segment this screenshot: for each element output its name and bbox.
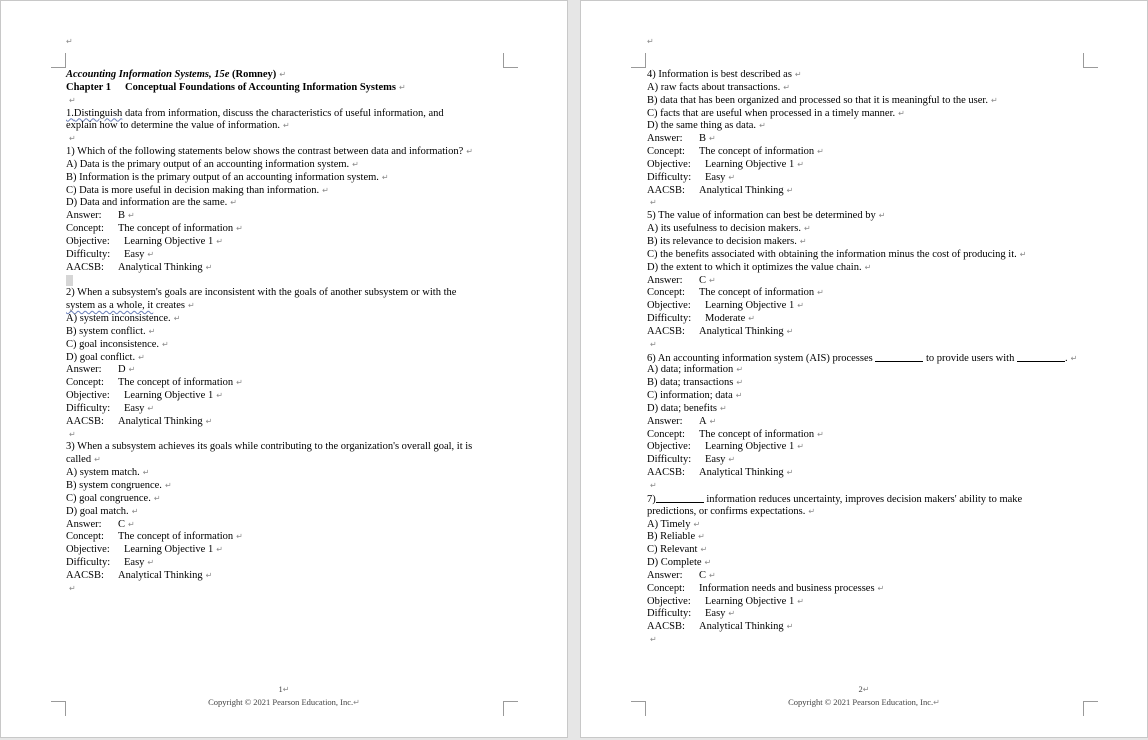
paragraph-mark: ↵ — [817, 147, 824, 157]
concept-label: Concept: — [647, 428, 685, 440]
option-b: B) data; transactions — [647, 377, 734, 389]
learning-objective-text: data from information, discuss the characteristics of useful information, and — [122, 107, 444, 119]
objective-label: Objective: — [647, 595, 691, 607]
paragraph-mark: ↵ — [69, 429, 76, 439]
empty-paragraph-selected[interactable] — [66, 275, 511, 288]
answer-value: B — [699, 133, 707, 145]
answer-label: Answer: — [647, 415, 683, 427]
paragraph-mark: ↵ — [205, 570, 213, 580]
empty-paragraph — [66, 429, 511, 442]
page-1-body[interactable] — [66, 69, 511, 596]
question-stem: 3) When a subsystem achieves its goals while contributing to the organization's overall goal, it is — [66, 441, 473, 453]
paragraph-mark: ↵ — [1070, 353, 1078, 363]
learning-objective-line-2[interactable] — [66, 120, 511, 133]
paragraph-mark: ↵ — [736, 365, 744, 375]
paragraph-mark: ↵ — [236, 224, 243, 234]
paragraph-mark: ↵ — [187, 301, 195, 311]
concept-value: The concept of information — [699, 287, 815, 299]
paragraph-mark: ↵ — [142, 468, 150, 478]
aacsb-value: Analytical Thinking — [699, 325, 784, 337]
question-1[interactable] — [66, 146, 511, 274]
paragraph-mark: ↵ — [147, 249, 155, 259]
paragraph-mark: ↵ — [728, 609, 736, 619]
paragraph-mark: ↵ — [153, 493, 161, 503]
option-b: B) system conflict. — [66, 325, 146, 337]
difficulty-value: Easy — [124, 402, 145, 414]
concept-value: The concept of information — [699, 428, 815, 440]
paragraph-mark: ↵ — [66, 37, 73, 46]
empty-paragraph — [66, 133, 511, 146]
paragraph-mark: ↵ — [128, 519, 135, 529]
paragraph-mark: ↵ — [147, 403, 155, 413]
difficulty-label: Difficulty: — [647, 313, 692, 325]
objective-label: Objective: — [66, 235, 110, 247]
paragraph-mark: ↵ — [69, 134, 76, 144]
paragraph-mark: ↵ — [205, 262, 213, 272]
answer-label: Answer: — [647, 133, 683, 145]
concept-value: The concept of information — [118, 531, 234, 543]
paragraph-mark: ↵ — [128, 211, 135, 221]
page-number: 1↵ — [278, 684, 290, 694]
fill-in-blank — [656, 493, 704, 503]
option-d: D) Complete — [647, 557, 702, 569]
objective-value: Learning Objective 1 — [124, 544, 214, 556]
option-c: C) goal inconsistence. — [66, 338, 160, 350]
question-stem: 4) Information is best described as — [647, 69, 792, 80]
difficulty-value: Easy — [705, 608, 726, 620]
paragraph-mark: ↵ — [817, 429, 824, 439]
concept-label: Concept: — [66, 377, 104, 389]
aacsb-label: AACSB: — [647, 467, 685, 479]
paragraph-mark: ↵ — [808, 506, 816, 516]
paragraph-mark: ↵ — [466, 147, 473, 157]
answer-label: Answer: — [66, 518, 102, 530]
paragraph-mark: ↵ — [786, 468, 794, 478]
answer-value: C — [118, 518, 126, 530]
paragraph-mark: ↵ — [236, 378, 243, 388]
learning-objective-text-cont: explain how to determine the value of information. — [66, 120, 281, 132]
difficulty-label: Difficulty: — [66, 557, 111, 569]
answer-value: D — [118, 364, 126, 376]
aacsb-value: Analytical Thinking — [118, 415, 203, 427]
learning-objective-number: 1. — [66, 107, 74, 119]
difficulty-value: Easy — [124, 248, 145, 260]
paragraph-mark: ↵ — [69, 95, 76, 105]
paragraph-mark: ↵ — [138, 352, 145, 362]
question-6[interactable] — [647, 352, 1102, 480]
paragraph-mark: ↵ — [786, 622, 794, 632]
aacsb-value: Analytical Thinking — [699, 184, 784, 196]
paragraph-mark: ↵ — [799, 236, 807, 246]
paragraph-mark: ↵ — [933, 698, 940, 707]
objective-label: Objective: — [66, 390, 110, 402]
difficulty-value: Easy — [705, 171, 726, 183]
question-4[interactable] — [647, 69, 1102, 197]
option-a: A) raw facts about transactions. — [647, 81, 781, 93]
paragraph-mark: ↵ — [399, 82, 406, 92]
concept-label: Concept: — [647, 146, 685, 158]
paragraph-mark: ↵ — [650, 635, 657, 645]
objective-value: Learning Objective 1 — [705, 158, 795, 170]
question-stem-cont: called — [66, 454, 92, 466]
empty-paragraph — [647, 197, 1102, 210]
empty-paragraph — [66, 583, 511, 596]
paragraph-mark: ↵ — [700, 545, 708, 555]
spellcheck-flagged-word[interactable]: Distinguish — [73, 107, 123, 119]
question-stem: 5) The value of information can best be determined by — [647, 210, 876, 222]
paragraph-mark: ↵ — [759, 121, 766, 131]
aacsb-label: AACSB: — [647, 325, 685, 337]
option-d: D) Data and information are the same. — [66, 197, 228, 209]
empty-paragraph — [647, 339, 1102, 352]
objective-value: Learning Objective 1 — [705, 441, 795, 453]
question-stem-cont: creates — [153, 300, 185, 312]
answer-value: C — [699, 569, 707, 581]
option-b: B) system congruence. — [66, 480, 162, 491]
text-cursor-highlight — [66, 275, 73, 286]
paragraph-mark: ↵ — [1019, 249, 1027, 259]
paragraph-mark: ↵ — [162, 339, 169, 349]
difficulty-label: Difficulty: — [66, 402, 111, 414]
answer-label: Answer: — [66, 210, 102, 222]
question-stem: 1) Which of the following statements below shows the contrast between data and information? — [66, 146, 464, 158]
paragraph-mark: ↵ — [783, 82, 790, 92]
concept-label: Concept: — [647, 582, 685, 594]
paragraph-mark: ↵ — [216, 545, 223, 555]
option-d: D) the extent to which it optimizes the value chain. — [647, 261, 862, 273]
option-d: D) the same thing as data. — [647, 120, 757, 132]
paragraph-mark: ↵ — [693, 519, 701, 529]
concept-label: Concept: — [647, 287, 685, 299]
concept-label: Concept: — [66, 531, 104, 543]
question-3[interactable] — [66, 441, 511, 582]
paragraph-mark: ↵ — [381, 172, 389, 182]
option-d: D) goal match. — [66, 505, 129, 517]
question-5[interactable] — [647, 210, 1102, 338]
option-a: A) Data is the primary output of an accounting information system. — [66, 158, 350, 170]
paragraph-mark: ↵ — [205, 416, 213, 426]
crop-mark-top-left — [51, 53, 66, 68]
concept-value: The concept of information — [699, 146, 815, 158]
paragraph-mark: ↵ — [709, 275, 716, 285]
paragraph-mark: ↵ — [173, 314, 181, 324]
question-stem: 2) When a subsystem's goals are inconsistent with the goals of another subsystem or with the — [66, 287, 457, 299]
page-2-body[interactable] — [647, 69, 1102, 647]
paragraph-mark: ↵ — [864, 262, 872, 272]
question-number: 7) — [647, 493, 656, 505]
option-c: C) information; data — [647, 390, 733, 402]
answer-value: B — [118, 210, 126, 222]
page-footer[interactable] — [581, 683, 1147, 709]
paragraph-mark: ↵ — [650, 339, 657, 349]
aacsb-value: Analytical Thinking — [699, 467, 784, 479]
option-c: C) Relevant — [647, 544, 698, 556]
paragraph-mark: ↵ — [786, 326, 794, 336]
option-a: A) Timely — [647, 518, 691, 530]
question-7[interactable] — [647, 493, 1102, 634]
difficulty-label: Difficulty: — [647, 608, 692, 620]
objective-label: Objective: — [647, 158, 691, 170]
paragraph-mark: ↵ — [283, 121, 290, 131]
question-stem: information reduces uncertainty, improves decision makers' ability to make — [703, 493, 1023, 505]
paragraph-mark: ↵ — [322, 185, 329, 195]
paragraph-mark: ↵ — [736, 378, 744, 388]
paragraph-mark: ↵ — [650, 198, 657, 208]
difficulty-label: Difficulty: — [647, 454, 692, 466]
option-c: C) the benefits associated with obtaining the information minus the cost of producing it. — [647, 248, 1017, 260]
concept-label: Concept: — [66, 223, 104, 235]
page-footer[interactable] — [1, 683, 567, 709]
paragraph-mark: ↵ — [735, 391, 743, 401]
paragraph-mark: ↵ — [728, 455, 736, 465]
paragraph-mark: ↵ — [898, 108, 905, 118]
paragraph-mark: ↵ — [862, 685, 870, 694]
paragraph-mark: ↵ — [719, 403, 727, 413]
paragraph-mark: ↵ — [728, 172, 736, 182]
aacsb-label: AACSB: — [647, 184, 685, 196]
paragraph-mark: ↵ — [148, 326, 156, 336]
concept-value: Information needs and business processes — [699, 582, 875, 594]
option-c: C) Data is more useful in decision making than information. — [66, 184, 320, 196]
chapter-label: Chapter 1 — [66, 81, 112, 93]
option-b: B) Information is the primary output of an accounting information system. — [66, 171, 379, 183]
option-d: D) data; benefits — [647, 402, 717, 414]
aacsb-label: AACSB: — [647, 621, 685, 633]
paragraph-mark: ↵ — [817, 288, 824, 298]
objective-value: Learning Objective 1 — [124, 235, 214, 247]
concept-value: The concept of information — [118, 223, 234, 235]
paragraph-mark: ↵ — [94, 455, 101, 465]
paragraph-mark: ↵ — [797, 596, 804, 606]
book-title-line[interactable] — [66, 69, 511, 82]
paragraph-mark: ↵ — [352, 159, 359, 169]
paragraph-mark: ↵ — [69, 583, 76, 593]
copyright-notice: Copyright © 2021 Pearson Education, Inc. — [788, 697, 934, 707]
crop-mark-top-right — [503, 53, 518, 68]
document-page-2[interactable] — [580, 0, 1148, 738]
empty-paragraph — [66, 95, 511, 108]
paragraph-mark: ↵ — [128, 365, 136, 375]
aacsb-label: AACSB: — [66, 261, 104, 273]
paragraph-mark: ↵ — [877, 583, 885, 593]
learning-objective-line-1[interactable] — [66, 108, 511, 121]
page-number: 2↵ — [858, 684, 870, 694]
question-stem-end: . — [1064, 352, 1068, 364]
paragraph-mark: ↵ — [353, 698, 360, 707]
question-stem-cont: to provide users with — [925, 352, 1015, 364]
document-page-1[interactable] — [0, 0, 568, 738]
paragraph-mark: ↵ — [797, 301, 804, 311]
chapter-title: Conceptual Foundations of Accounting Information Systems — [125, 81, 397, 93]
paragraph-mark: ↵ — [279, 70, 287, 79]
empty-paragraph — [647, 634, 1102, 647]
objective-label: Objective: — [647, 441, 691, 453]
option-c: C) facts that are useful when processed in a timely manner. — [647, 107, 896, 119]
answer-label: Answer: — [647, 569, 683, 581]
option-b: B) Reliable — [647, 531, 696, 543]
paragraph-mark: ↵ — [786, 185, 794, 195]
chapter-line[interactable] — [66, 82, 511, 95]
option-b: B) data that has been organized and processed so that it is meaningful to the user. — [647, 94, 988, 106]
copyright-notice: Copyright © 2021 Pearson Education, Inc. — [208, 697, 354, 707]
option-a: A) system match. — [66, 467, 140, 479]
option-d: D) goal conflict. — [66, 351, 136, 363]
difficulty-value: Moderate — [705, 313, 746, 325]
objective-label: Objective: — [66, 544, 110, 556]
answer-label: Answer: — [647, 274, 683, 286]
paragraph-mark: ↵ — [216, 236, 223, 246]
aacsb-value: Analytical Thinking — [118, 569, 203, 581]
paragraph-mark: ↵ — [709, 134, 716, 144]
paragraph-mark: ↵ — [990, 95, 998, 105]
objective-label: Objective: — [647, 300, 691, 312]
answer-value: C — [699, 274, 707, 286]
paragraph-mark: ↵ — [147, 558, 155, 568]
answer-value: A — [699, 415, 707, 427]
book-title: Accounting Information Systems, 15e — [66, 69, 230, 80]
crop-mark-top-left — [631, 53, 646, 68]
question-2[interactable] — [66, 287, 511, 428]
paragraph-mark: ↵ — [709, 416, 717, 426]
paragraph-mark: ↵ — [878, 211, 886, 221]
option-a: A) its usefulness to decision makers. — [647, 223, 801, 235]
question-stem: 6) An accounting information system (AIS) processes — [647, 352, 873, 364]
concept-value: The concept of information — [118, 377, 234, 389]
paragraph-mark: ↵ — [131, 506, 139, 516]
objective-value: Learning Objective 1 — [705, 595, 795, 607]
paragraph-mark: ↵ — [797, 442, 804, 452]
difficulty-value: Easy — [124, 557, 145, 569]
option-a: A) data; information — [647, 364, 734, 376]
answer-label: Answer: — [66, 364, 102, 376]
option-a: A) system inconsistence. — [66, 313, 171, 325]
aacsb-label: AACSB: — [66, 569, 104, 581]
paragraph-mark: ↵ — [709, 570, 716, 580]
paragraph-mark: ↵ — [704, 558, 712, 568]
paragraph-mark: ↵ — [650, 481, 657, 490]
paragraph-mark: ↵ — [803, 224, 811, 234]
book-author: (Romney) — [231, 69, 277, 80]
empty-paragraph — [647, 480, 1102, 493]
option-c: C) goal congruence. — [66, 492, 151, 504]
aacsb-value: Analytical Thinking — [118, 261, 203, 273]
paragraph-mark: ↵ — [794, 70, 802, 79]
grammar-flagged-phrase[interactable]: system as a whole, it — [66, 300, 154, 312]
paragraph-mark: ↵ — [230, 198, 237, 208]
paragraph-mark: ↵ — [647, 37, 654, 46]
option-b: B) its relevance to decision makers. — [647, 235, 797, 247]
difficulty-value: Easy — [705, 454, 726, 466]
paragraph-mark: ↵ — [164, 481, 172, 490]
paragraph-mark: ↵ — [216, 391, 223, 401]
paragraph-mark: ↵ — [698, 532, 705, 542]
question-stem-cont: predictions, or confirms expectations. — [647, 505, 806, 517]
objective-value: Learning Objective 1 — [124, 390, 214, 402]
fill-in-blank — [875, 352, 923, 362]
paragraph-mark: ↵ — [748, 314, 755, 324]
difficulty-label: Difficulty: — [66, 248, 111, 260]
fill-in-blank — [1017, 352, 1065, 362]
aacsb-label: AACSB: — [66, 415, 104, 427]
objective-value: Learning Objective 1 — [705, 300, 795, 312]
paragraph-mark: ↵ — [236, 532, 243, 542]
paragraph-mark: ↵ — [797, 159, 804, 169]
paragraph-mark: ↵ — [282, 685, 290, 694]
aacsb-value: Analytical Thinking — [699, 621, 784, 633]
crop-mark-top-right — [1083, 53, 1098, 68]
difficulty-label: Difficulty: — [647, 171, 692, 183]
